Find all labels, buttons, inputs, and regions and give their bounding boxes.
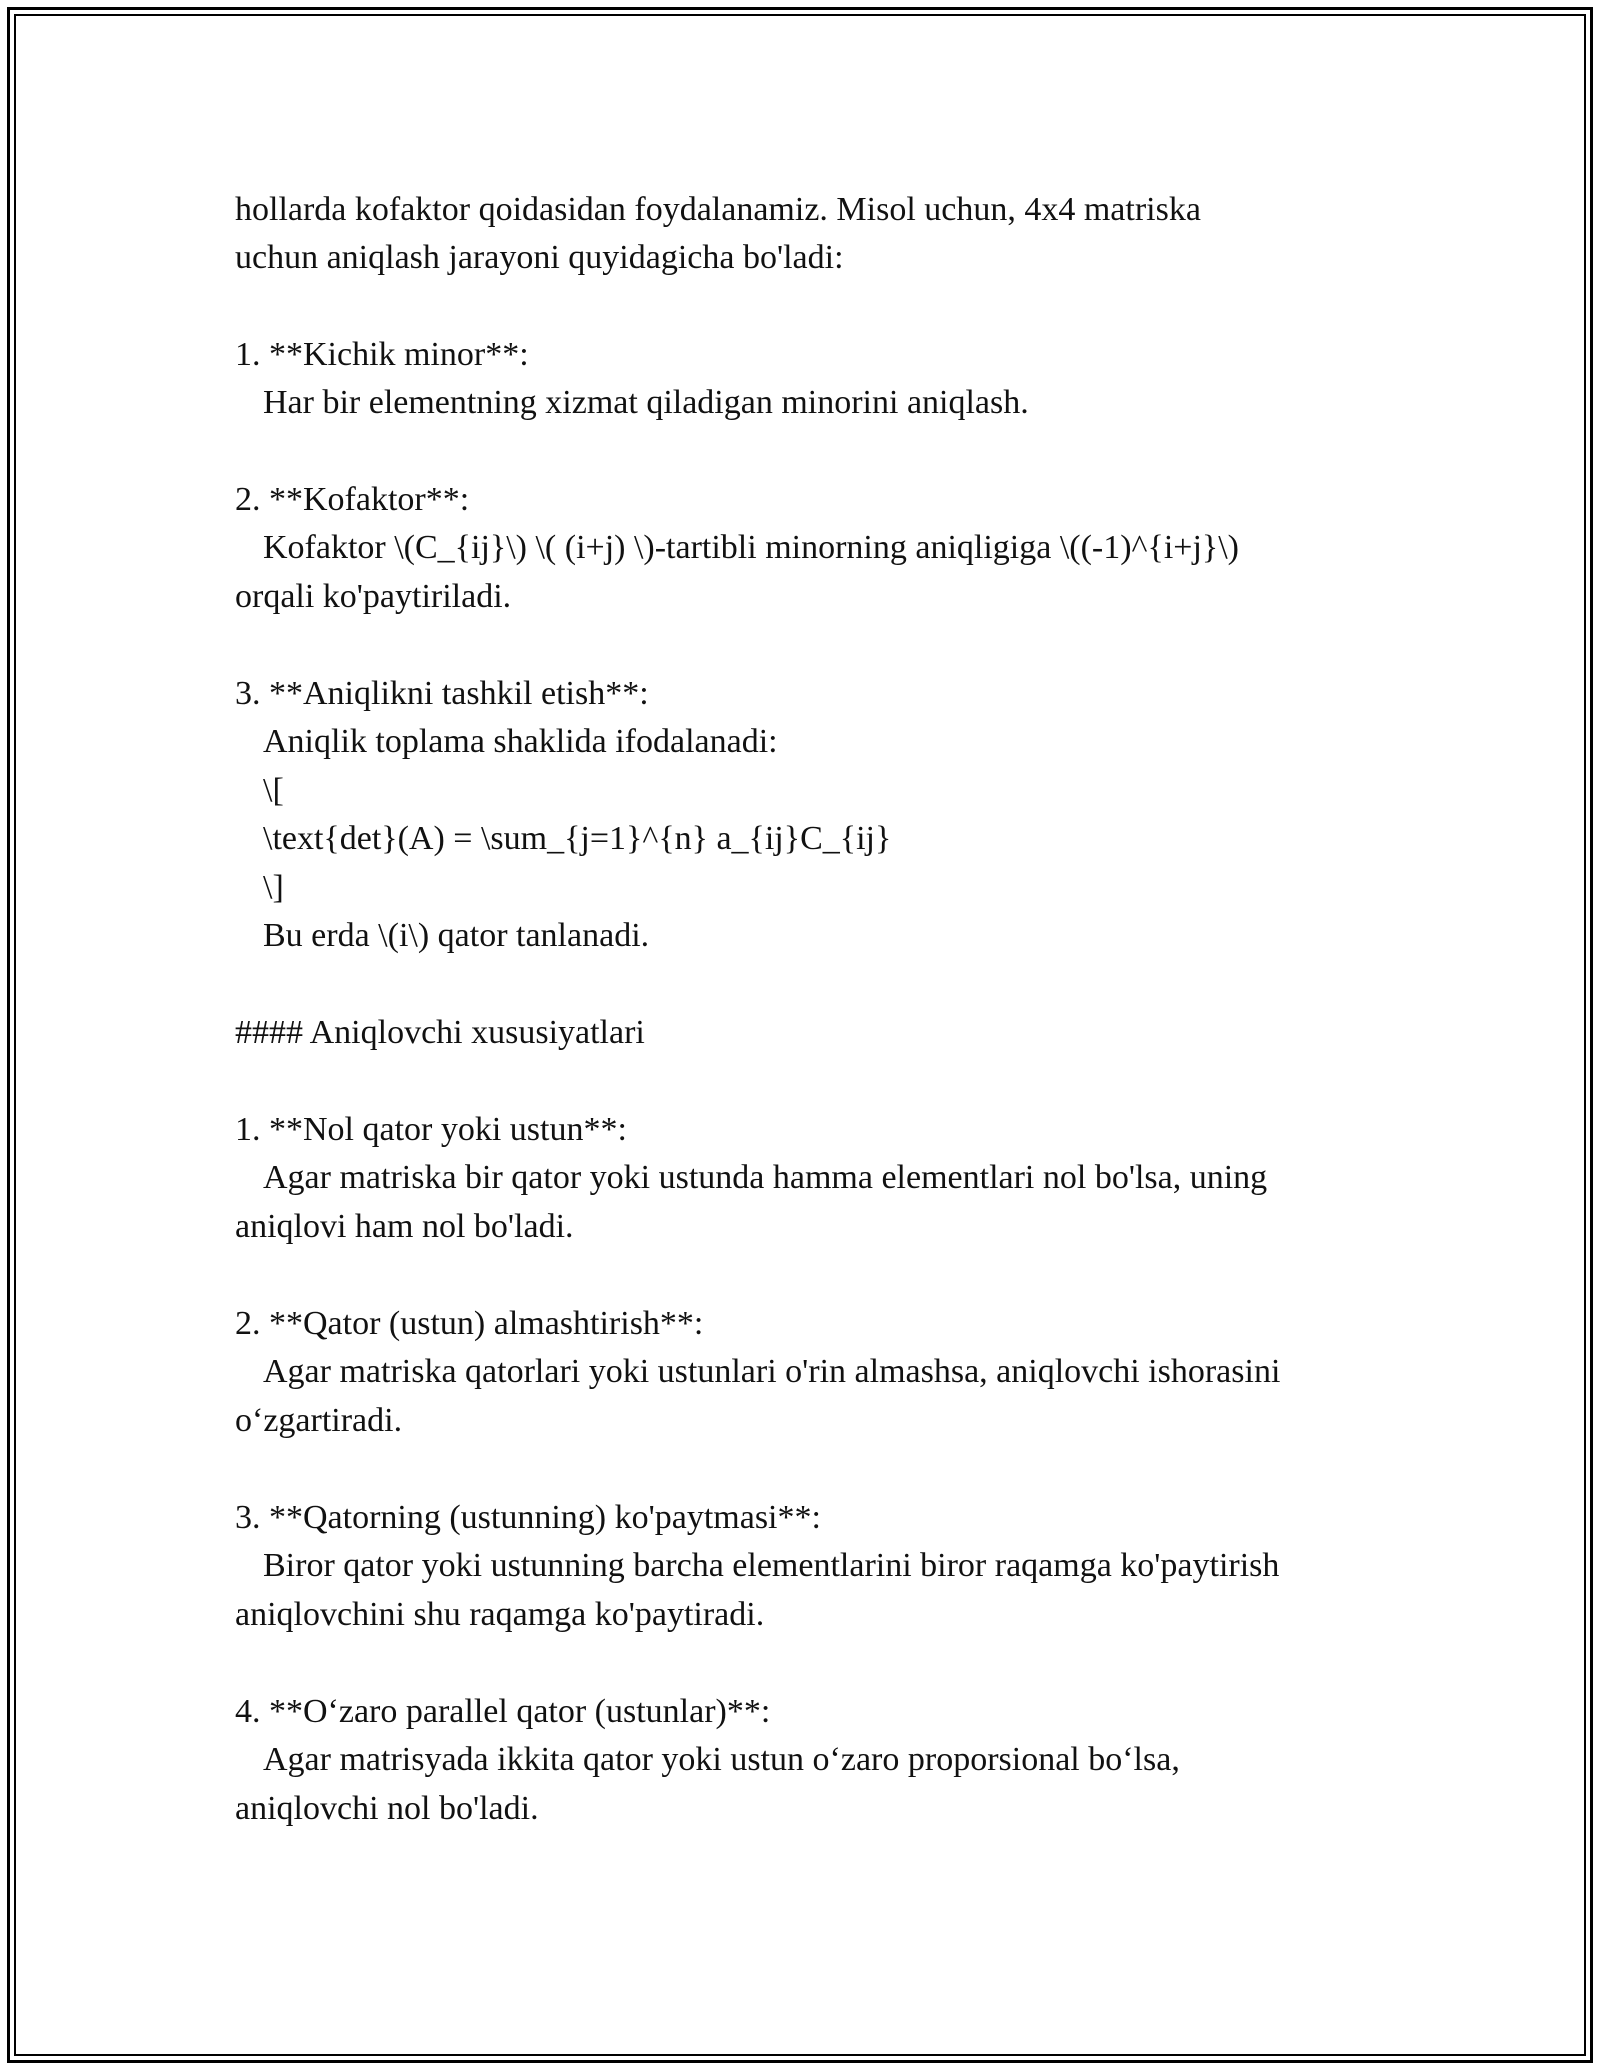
list-item-text: Agar matriska bir qator yoki ustunda hamma elementlari nol bo'lsa, uning xyxy=(263,1159,1268,1196)
list-item-text: Kofaktor \(C_{ij}\) \( (i+j) \)-tartibli minorning aniqligiga \((-1)^{i+j}\) xyxy=(263,529,1239,566)
list-item-heading: 4. **O‘zaro parallel qator (ustunlar)**: xyxy=(235,1693,771,1730)
text-line: uchun aniqlash jarayoni quyidagicha bo'ladi: xyxy=(235,239,844,276)
list-item-text: Har bir elementning xizmat qiladigan minorini aniqlash. xyxy=(263,384,1029,421)
list-item-heading: 3. **Aniqlikni tashkil etish**: xyxy=(235,675,649,712)
list-item-text: aniqlovi ham nol bo'ladi. xyxy=(235,1208,574,1245)
list-item-text: orqali ko'paytiriladi. xyxy=(235,578,512,615)
list-item-text: Bu erda \(i\) qator tanlanadi. xyxy=(263,917,650,954)
list-item-heading: 2. **Kofaktor**: xyxy=(235,481,470,518)
section-heading: #### Aniqlovchi xususiyatlari xyxy=(235,1014,645,1051)
list-item-text: aniqlovchini shu raqamga ko'paytiradi. xyxy=(235,1596,765,1633)
formula-line: \text{det}(A) = \sum_{j=1}^{n} a_{ij}C_{ij} xyxy=(263,820,892,857)
text-line: hollarda kofaktor qoidasidan foydalanamiz. Misol uchun, 4x4 matriska xyxy=(235,191,1201,228)
list-item-text: Biror qator yoki ustunning barcha elementlarini biror raqamga ko'paytirish xyxy=(263,1547,1280,1584)
list-item-heading: 2. **Qator (ustun) almashtirish**: xyxy=(235,1305,704,1342)
list-item-heading: 1. **Kichik minor**: xyxy=(235,336,529,373)
list-item-text: o‘zgartiradi. xyxy=(235,1402,403,1439)
list-item-text: Agar matrisyada ikkita qator yoki ustun o‘zaro proporsional bo‘lsa, xyxy=(263,1741,1180,1778)
formula-open: \[ xyxy=(263,772,284,809)
list-item-heading: 1. **Nol qator yoki ustun**: xyxy=(235,1111,627,1148)
list-item-text: Aniqlik toplama shaklida ifodalanadi: xyxy=(263,723,778,760)
list-item-text: aniqlovchi nol bo'ladi. xyxy=(235,1790,539,1827)
list-item-heading: 3. **Qatorning (ustunning) ko'paytmasi**: xyxy=(235,1499,821,1536)
list-item-text: Agar matriska qatorlari yoki ustunlari o'rin almashsa, aniqlovchi ishorasini xyxy=(263,1353,1281,1390)
document-body xyxy=(235,186,1385,1827)
formula-close: \] xyxy=(263,869,284,906)
